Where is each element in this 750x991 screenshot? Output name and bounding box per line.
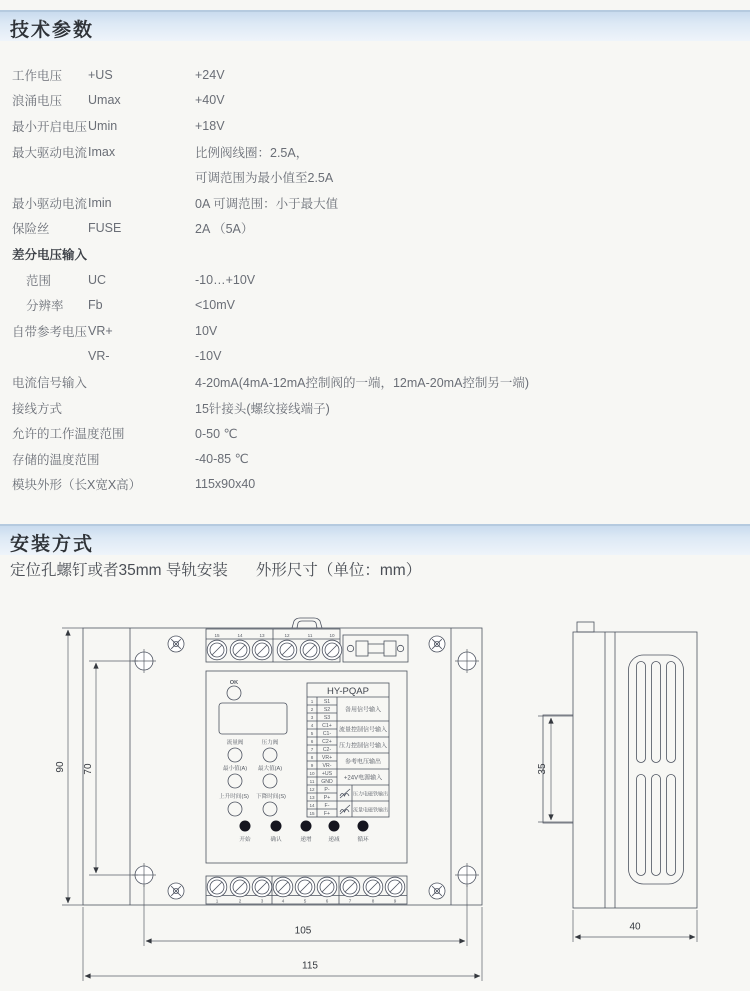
pin-group-label: +24V电源输入 [343, 775, 383, 782]
param-symbol: +US [88, 67, 113, 82]
param-label: 工作电压 [12, 68, 63, 83]
param-value: -10V [195, 349, 222, 364]
param-label: 差分电压输入 [12, 247, 88, 262]
pin-group-label: 流量控制信号输入 [338, 727, 388, 734]
screw-terminal [230, 640, 250, 660]
param-value: -10…+10V [195, 272, 256, 287]
knob-label: 最小值(A) [222, 766, 248, 772]
pin-no: 5 [310, 731, 314, 736]
param-label: 分辨率 [26, 299, 64, 314]
terminal-number: 2 [238, 898, 242, 904]
screw-terminal [207, 640, 227, 660]
param-label: 存储的温度范围 [12, 452, 100, 467]
terminal-number: 9 [393, 898, 397, 904]
pin-name: S1 [323, 699, 331, 705]
param-row [12, 318, 742, 344]
param-value: 0-50 ℃ [195, 426, 238, 441]
param-label: 最小驱动电流 [12, 196, 88, 211]
param-row [12, 190, 742, 216]
knob [228, 802, 242, 816]
knob-label: 下降时间(S) [256, 794, 286, 800]
knob-label: 上升时间(S) [219, 794, 249, 800]
param-value: 15针接头(螺纹接线端子) [195, 401, 330, 416]
button-row [239, 821, 369, 844]
param-value: +18V [195, 118, 225, 133]
pin-no: 14 [309, 803, 315, 808]
dimension-lines [55, 628, 697, 981]
screw-terminal [252, 877, 272, 897]
knob-label: 压力阀 [261, 740, 279, 746]
side-top-tab [577, 622, 594, 632]
button-label: 开始 [239, 837, 251, 843]
knob-row-minmax [223, 764, 282, 788]
param-row-group-header [12, 241, 742, 267]
param-label: 模块外形（长X宽X高） [12, 478, 142, 493]
push-button [329, 821, 340, 832]
knob-row-valve [227, 738, 279, 762]
button-label: 递增 [300, 837, 312, 843]
section-header-install [0, 524, 750, 555]
param-value: 0A 可调范围：小于最大值 [195, 196, 339, 211]
dim-width-outer: 115 [302, 960, 318, 972]
vent-slot [637, 662, 646, 763]
vent-slot [667, 775, 676, 876]
pin-name: C1+ [322, 723, 332, 729]
param-symbol: Umax [88, 93, 121, 108]
pin-name: VR+ [321, 755, 333, 761]
mounting-hole [455, 649, 479, 673]
cross-screw [168, 883, 184, 899]
screw-terminal [322, 640, 342, 660]
param-label: 最小开启电压 [12, 119, 88, 134]
pin-no: 9 [310, 763, 314, 768]
param-row [12, 139, 742, 165]
dim-height-outer: 90 [55, 761, 66, 773]
dim-height-inner: 70 [83, 763, 94, 775]
pin-no: 11 [309, 779, 315, 784]
pin-group-label: 流量电磁铁输出 [352, 807, 389, 814]
pin-name: C1- [322, 731, 332, 737]
param-row [12, 472, 742, 498]
mounting-hole [455, 863, 479, 887]
knob [228, 748, 242, 762]
param-label: 范围 [26, 273, 52, 288]
button-label: 确认 [270, 837, 282, 843]
param-value: <10mV [195, 298, 235, 313]
cross-screw [429, 883, 445, 899]
param-symbol: Imin [88, 195, 112, 210]
terminal-number: 3 [260, 898, 264, 904]
pin-no: 10 [309, 771, 315, 776]
knob-label: 最大值(A) [257, 766, 283, 772]
param-symbol: FUSE [88, 221, 122, 236]
pin-no: 1 [310, 699, 314, 704]
param-value: 比例阀线圈：2.5A， [195, 145, 309, 160]
pin-name: P- [324, 787, 330, 793]
terminal-number: 15 [214, 633, 220, 638]
param-row [12, 88, 742, 114]
param-row [12, 267, 742, 293]
section-title: 技术参数 [10, 20, 95, 41]
pinout-table [307, 683, 389, 817]
terminal-number: 1 [215, 898, 219, 904]
bottom-terminal-block [206, 876, 407, 904]
screw-terminal [277, 640, 297, 660]
knob [263, 802, 277, 816]
param-row [12, 369, 742, 395]
pin-name: F- [324, 803, 330, 809]
screw-terminal [300, 640, 320, 660]
param-symbol: VR- [88, 349, 110, 364]
param-row [12, 113, 742, 139]
install-description [10, 558, 421, 580]
param-label: 保险丝 [12, 222, 50, 237]
screw-terminal [207, 877, 227, 897]
param-label: 自带参考电压 [12, 324, 88, 339]
terminal-number: 4 [281, 898, 285, 904]
param-value: 10V [195, 323, 218, 338]
pin-no: 4 [310, 723, 314, 728]
pin-name: GND [321, 779, 333, 785]
screw-terminal [385, 877, 405, 897]
param-value: 4-20mA(4mA-12mA控制阀的一端，12mA-20mA控制另一端) [195, 375, 530, 390]
param-label: 浪涌电压 [12, 94, 63, 109]
dim-rail-width: 35 [537, 763, 548, 775]
param-row [12, 344, 742, 370]
param-symbol: UC [88, 272, 107, 287]
screw-terminal [317, 877, 337, 897]
param-value: +24V [195, 67, 225, 82]
knob [228, 774, 242, 788]
param-value: 2A （5A） [195, 222, 254, 237]
section-header-tech [0, 10, 750, 41]
fuse-holder [343, 635, 408, 662]
pinout-title: HY-PQAP [327, 686, 369, 697]
pin-name: C2- [322, 747, 332, 753]
param-value: +40V [195, 93, 225, 108]
cross-screw [168, 636, 184, 652]
screw-terminal [363, 877, 383, 897]
param-label: 接线方式 [12, 401, 63, 416]
vent-slot [652, 775, 661, 876]
screw-terminal [340, 877, 360, 897]
terminal-number: 14 [237, 633, 243, 638]
knob [263, 774, 277, 788]
pin-group-label: 压力控制信号输入 [338, 743, 388, 750]
pin-name: C2+ [322, 739, 332, 745]
param-row [12, 446, 742, 472]
vent-slot [667, 662, 676, 763]
top-terminal-block [206, 629, 342, 662]
param-label: 允许的工作温度范围 [12, 427, 125, 442]
pin-name: VR- [322, 763, 332, 769]
push-button [271, 821, 282, 832]
param-label: 最大驱动电流 [12, 145, 88, 160]
pin-no: 6 [310, 739, 314, 744]
push-button [301, 821, 312, 832]
terminal-number: 10 [329, 633, 335, 638]
param-row [12, 420, 742, 446]
pin-name: S3 [323, 715, 331, 721]
install-method-text: 定位孔螺钉或者35mm 导轨安装 [10, 562, 228, 579]
pin-group-label: 压力电磁铁输出 [352, 791, 389, 798]
pin-name: P+ [323, 795, 331, 801]
param-row [12, 395, 742, 421]
terminal-number: 12 [284, 633, 290, 638]
vent-slot [652, 662, 661, 763]
knob-row-ramp [219, 792, 286, 816]
button-label: 循环 [357, 837, 369, 843]
ok-led [227, 680, 241, 700]
side-body [573, 632, 697, 908]
pin-name: F+ [323, 811, 331, 817]
pin-no: 7 [310, 747, 314, 752]
screw-terminal [230, 877, 250, 897]
front-view [83, 618, 482, 905]
param-row [12, 292, 742, 318]
pin-no: 12 [309, 787, 315, 792]
section-title: 安装方式 [10, 534, 95, 555]
pin-no: 3 [310, 715, 314, 720]
knob-label: 流量阀 [226, 740, 244, 746]
param-value: 115x90x40 [195, 477, 256, 492]
param-symbol: Umin [88, 118, 118, 133]
dim-depth: 40 [629, 921, 641, 933]
screw-terminal [252, 640, 272, 660]
pin-name: S2 [323, 707, 331, 713]
display-window [219, 703, 287, 734]
param-symbol: Imax [88, 144, 116, 159]
screw-terminal [273, 877, 293, 897]
param-row [12, 164, 742, 190]
dimension-unit-text: 外形尺寸（单位：mm） [255, 562, 422, 579]
param-row [12, 216, 742, 242]
screw-terminal [295, 877, 315, 897]
terminal-number: 11 [307, 633, 313, 638]
pin-no: 8 [310, 755, 314, 760]
param-label: 电流信号输入 [12, 375, 88, 390]
dimension-drawing [0, 598, 750, 991]
param-value: -40-85 ℃ [195, 452, 249, 467]
push-button [358, 821, 369, 832]
cross-screw [429, 636, 445, 652]
din-clip-tab [292, 618, 322, 628]
pin-group-label: 备用信号输入 [344, 707, 382, 714]
dim-width-inner: 105 [294, 925, 312, 937]
knob [263, 748, 277, 762]
pin-name: +US [321, 771, 333, 777]
terminal-number: 6 [325, 898, 329, 904]
param-row [12, 62, 742, 88]
pin-no: 15 [309, 811, 315, 816]
terminal-number: 5 [303, 898, 307, 904]
vent-slot [637, 775, 646, 876]
side-view [543, 622, 697, 908]
param-symbol: VR+ [88, 323, 113, 338]
terminal-number: 13 [259, 633, 265, 638]
param-value: 可调范围为最小值至2.5A [195, 171, 334, 186]
ok-led-label: OK [229, 680, 239, 686]
button-label: 递减 [328, 837, 340, 843]
pin-group-label: 参考电压输出 [344, 759, 382, 766]
terminal-number: 8 [371, 898, 375, 904]
terminal-number: 7 [348, 898, 352, 904]
parameter-table [12, 62, 742, 497]
pin-no: 13 [309, 795, 315, 800]
push-button [240, 821, 251, 832]
pin-no: 2 [310, 707, 314, 712]
param-symbol: Fb [88, 298, 103, 313]
